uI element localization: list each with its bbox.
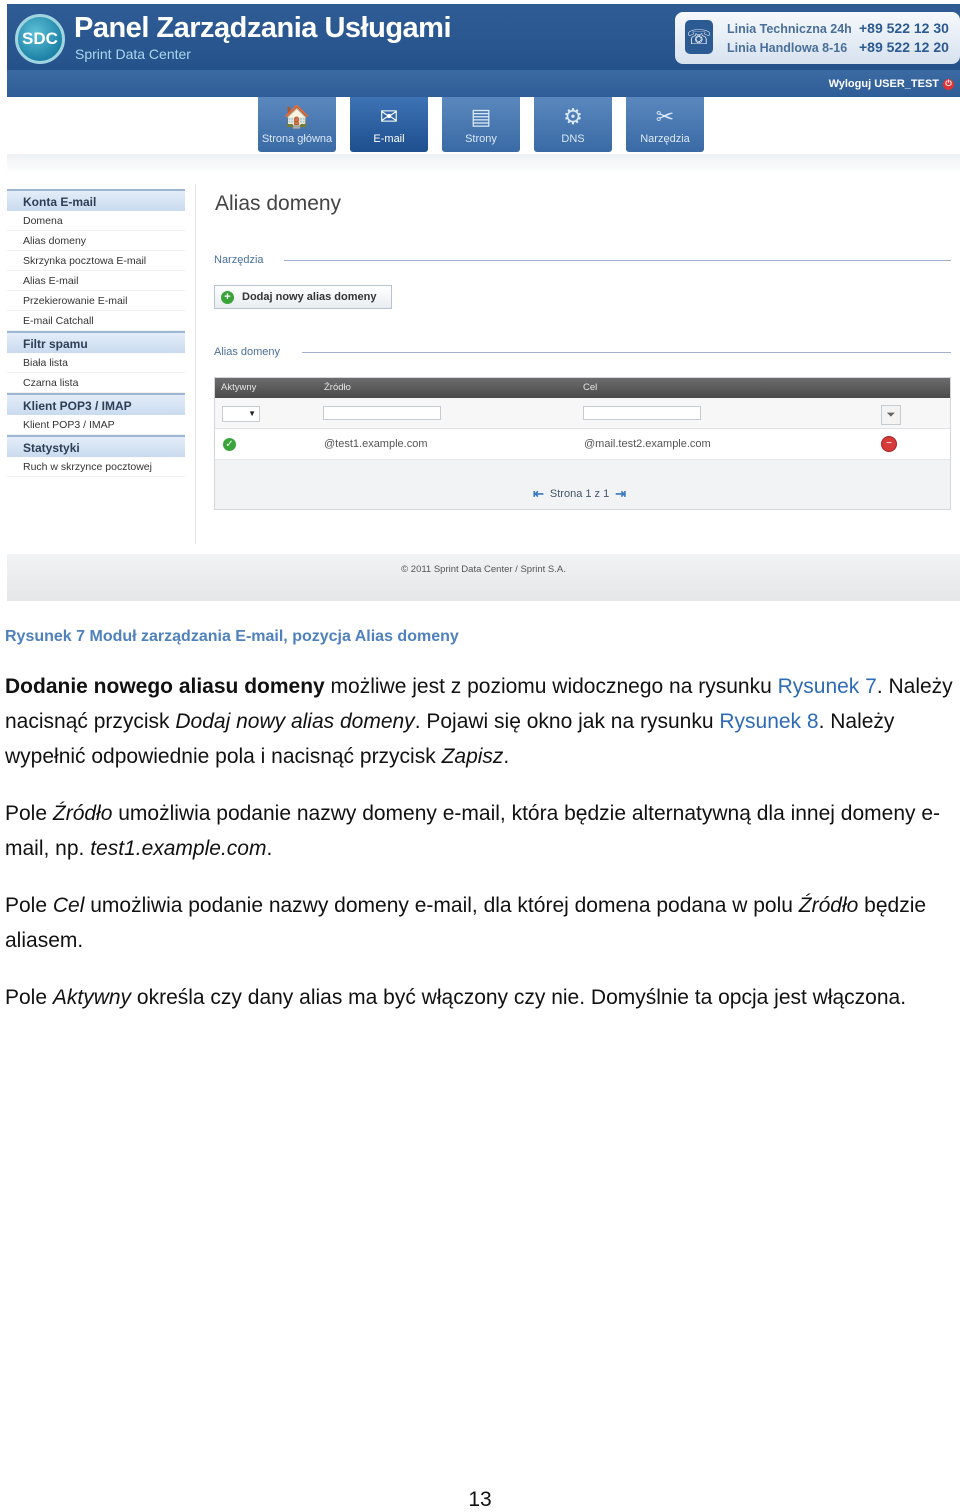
emphasis: Źródło	[52, 802, 113, 825]
sidebar-item-blacklist[interactable]: Czarna lista	[7, 373, 185, 393]
plus-icon: +	[221, 291, 234, 304]
text: . Pojawi się okno jak na rysunku	[414, 710, 720, 733]
sidebar-item-domain-alias[interactable]: Alias domeny	[7, 231, 185, 251]
hotline-label-sales: Linia Handlowa 8-16	[727, 41, 848, 55]
tools-section-label: Narzędzia	[214, 254, 264, 266]
hotline-number-sales: +89 522 12 20	[859, 39, 949, 55]
logout-link[interactable]	[829, 78, 954, 90]
filter-row	[215, 398, 950, 429]
alias-grid	[214, 377, 951, 510]
text: .	[503, 745, 510, 768]
column-header-target[interactable]: Cel	[583, 382, 598, 393]
add-domain-alias-button[interactable]	[214, 285, 392, 309]
house-icon: 🏠	[283, 104, 311, 129]
logo-icon: SDC	[15, 14, 65, 64]
source-filter-input[interactable]	[323, 406, 441, 420]
paragraph-1	[5, 669, 955, 774]
hotline-box	[675, 12, 960, 64]
cell-source: @test1.example.com	[324, 438, 428, 450]
text: będzie aliasem.	[5, 894, 927, 952]
tab-label: Narzędzia	[640, 133, 690, 145]
emphasis: Dodaj nowy alias domeny	[175, 710, 415, 733]
sidebar-divider	[195, 184, 196, 544]
hotline-label-technical: Linia Techniczna 24h	[727, 22, 852, 36]
sidebar-heading-spam-filter[interactable]: Filtr spamu	[7, 331, 185, 353]
emphasis: Źródło	[798, 894, 859, 917]
check-icon: ✓	[223, 438, 236, 451]
figure-link[interactable]: Rysunek 8	[719, 710, 819, 733]
tab-email[interactable]	[350, 97, 428, 152]
divider	[284, 260, 951, 261]
sidebar-item-whitelist[interactable]: Biała lista	[7, 353, 185, 373]
tab-dns[interactable]	[534, 97, 612, 152]
figure-link[interactable]: Rysunek 7	[777, 675, 877, 698]
figure-caption: Rysunek 7 Moduł zarządzania E-mail, pozycja Alias domeny	[5, 628, 459, 645]
sidebar-item-pop3-imap[interactable]: Klient POP3 / IMAP	[7, 415, 185, 435]
pager-text: Strona 1 z 1	[549, 488, 610, 500]
sidebar	[7, 189, 185, 477]
app-subtitle: Sprint Data Center	[75, 46, 191, 62]
sidebar-heading-pop3-imap[interactable]: Klient POP3 / IMAP	[7, 393, 185, 415]
paragraph-3	[5, 888, 955, 958]
text: Pole	[5, 986, 53, 1009]
column-header-source[interactable]: Źródło	[324, 382, 351, 393]
text: Pole	[5, 894, 53, 917]
tools-icon: ✂	[655, 104, 675, 129]
top-header	[7, 4, 960, 97]
app-title: Panel Zarządzania Usługami	[74, 12, 452, 44]
add-button-label: Dodaj nowy alias domeny	[242, 291, 377, 303]
text: Pole	[5, 802, 53, 825]
paragraph-2	[5, 796, 955, 866]
sidebar-heading-email-accounts[interactable]: Konta E-mail	[7, 189, 185, 211]
pager	[533, 486, 626, 502]
paragraph-4	[5, 980, 955, 1015]
footer-copyright: © 2011 Sprint Data Center / Sprint S.A.	[401, 564, 566, 575]
logout-label: Wyloguj USER_TEST	[828, 78, 939, 90]
text: umożliwia podanie nazwy domeny e-mail, dla której domena podana w polu	[84, 894, 799, 917]
cell-target: @mail.test2.example.com	[584, 438, 711, 450]
network-icon: ⚙	[563, 104, 583, 129]
hotline-number-technical: +89 522 12 30	[859, 20, 949, 36]
tab-label: DNS	[561, 133, 585, 145]
sidebar-heading-statistics[interactable]: Statystyki	[7, 435, 185, 457]
envelope-icon: ✉	[379, 104, 399, 129]
header-strip	[7, 70, 960, 97]
tab-tools[interactable]	[626, 97, 704, 152]
sidebar-item-email-alias[interactable]: Alias E-mail	[7, 271, 185, 291]
tab-label: E-mail	[373, 133, 405, 145]
active-filter-select[interactable]: ▼	[222, 406, 260, 422]
footer	[7, 554, 960, 601]
emphasis: Aktywny	[52, 986, 132, 1009]
phone-icon: ☏	[685, 20, 713, 54]
emphasis: test1.example.com	[90, 837, 267, 860]
text: .	[266, 837, 273, 860]
filter-icon[interactable]: ⏷	[881, 405, 901, 425]
power-icon: ⏻	[943, 79, 954, 90]
target-filter-input[interactable]	[583, 406, 701, 420]
tab-label: Strona główna	[261, 133, 333, 145]
page-number: 13	[468, 1488, 492, 1511]
text: . Należy nacisnąć przycisk	[5, 675, 953, 733]
tab-home[interactable]	[258, 97, 336, 152]
text: umożliwia podanie nazwy domeny e-mail, która będzie alternatywną dla innej domeny e-mail, np.	[5, 802, 941, 860]
tab-label: Strony	[465, 133, 497, 145]
text: możliwe jest z poziomu widocznego na rysunku	[324, 675, 778, 698]
sidebar-item-forwarding[interactable]: Przekierowanie E-mail	[7, 291, 185, 311]
emphasis: Zapisz	[441, 745, 504, 768]
column-header-active[interactable]: Aktywny	[221, 382, 257, 393]
bold-text: Dodanie nowego aliasu domeny	[5, 675, 325, 698]
nav-shadow	[7, 154, 960, 174]
table-row[interactable]	[215, 429, 950, 460]
tab-pages[interactable]	[442, 97, 520, 152]
sidebar-item-domain[interactable]: Domena	[7, 211, 185, 231]
pages-icon: ▤	[470, 104, 492, 129]
first-page-icon[interactable]: ⇤	[533, 486, 544, 501]
last-page-icon[interactable]: ⇥	[615, 486, 627, 501]
text: określa czy dany alias ma być włączony czy nie. Domyślnie ta opcja jest włączona.	[131, 986, 907, 1009]
divider	[302, 352, 951, 353]
sidebar-item-catchall[interactable]: E-mail Catchall	[7, 311, 185, 331]
delete-icon[interactable]: −	[881, 436, 897, 452]
text: . Należy wypełnić odpowiednie pola i nacisnąć przycisk	[5, 710, 895, 768]
sidebar-item-mailbox[interactable]: Skrzynka pocztowa E-mail	[7, 251, 185, 271]
screenshot-figure	[7, 4, 960, 601]
grid-header	[215, 378, 950, 398]
list-section-label: Alias domeny	[214, 346, 281, 358]
emphasis: Cel	[52, 894, 85, 917]
page-title: Alias domeny	[215, 192, 342, 215]
sidebar-item-mailbox-traffic[interactable]: Ruch w skrzynce pocztowej	[7, 457, 185, 477]
